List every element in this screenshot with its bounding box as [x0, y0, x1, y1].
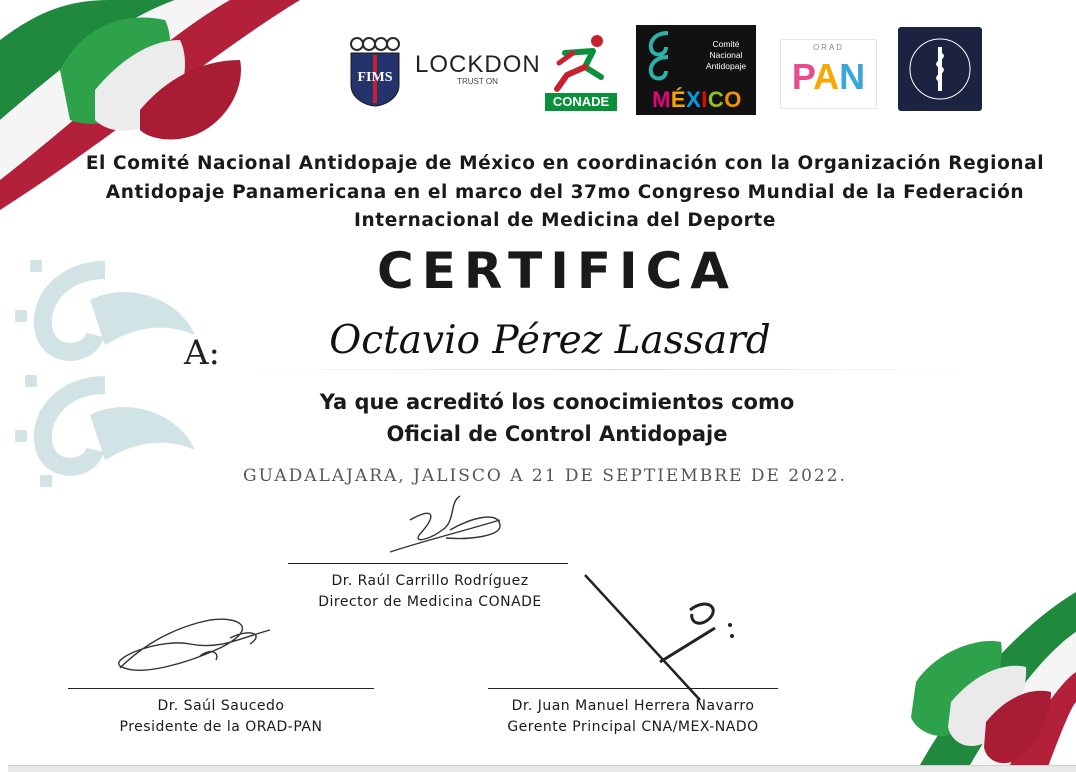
conade-logo [545, 33, 617, 111]
intro-line-1: El Comité Nacional Antidopaje de México en coordinación con la Organización Regional [85, 153, 1045, 174]
fmmd-logo [898, 27, 982, 111]
cna-line3: Antidopaje [705, 61, 747, 71]
signature-2-line [68, 688, 374, 689]
fims-emblem-icon [345, 35, 405, 107]
lockdon-logo [415, 51, 540, 89]
body-line-1: Ya que acreditó los conocimientos como [319, 390, 795, 414]
pan-letter: P [791, 56, 814, 97]
intro-line-3: Internacional de Medicina del Deporte [354, 210, 776, 231]
fims-logo [345, 35, 405, 107]
signatory-3 [458, 696, 808, 738]
signatory-2-role: Presidente de la ORAD-PAN [119, 719, 323, 735]
cna-logo [636, 25, 756, 115]
signatory-1-name: Dr. Raúl Carrillo Rodríguez [331, 573, 529, 589]
orad-label: ORAD [812, 43, 845, 52]
orad-pan-logo [780, 39, 877, 109]
cna-line1: Comité [712, 39, 740, 49]
svg-text:FIMS: FIMS [357, 70, 393, 85]
signatory-1-role: Director de Medicina CONADE [318, 594, 542, 610]
lockdon-tagline: TRUST ON [457, 77, 498, 86]
name-underline [240, 369, 980, 370]
cna-country [642, 87, 752, 113]
recipient-name: Octavio Pérez Lassard [329, 318, 771, 363]
conade-label: CONADE [545, 93, 617, 111]
recipient-label: A: [184, 333, 221, 373]
intro-paragraph [60, 150, 1070, 236]
body-paragraph [200, 386, 914, 450]
signatory-1 [255, 571, 605, 613]
cna-swirl-icon [640, 27, 696, 87]
cna-line2: Nacional [709, 50, 743, 60]
lockdon-brand: LOCKDON [415, 51, 541, 78]
mex-letter: O [724, 87, 742, 112]
signature-3-image [580, 570, 750, 705]
mex-letter: X [686, 87, 702, 112]
mex-letter: M [652, 87, 671, 112]
mex-letter: É [670, 87, 687, 112]
signatory-3-name: Dr. Juan Manuel Herrera Navarro [511, 698, 755, 714]
signature-2-image [100, 608, 280, 688]
mex-letter: I [701, 87, 708, 112]
bottom-frame-edge [8, 765, 1076, 772]
signatory-2-name: Dr. Saúl Saucedo [157, 698, 285, 714]
runner-icon [545, 33, 617, 93]
signatory-2 [46, 696, 396, 738]
intro-line-2: Antidopaje Panamericana en el marco del 37mo Congreso Mundial de la Federación [105, 181, 1025, 203]
signature-1-image [350, 490, 520, 565]
pan-letter: N [839, 56, 866, 97]
logos-row [340, 25, 990, 120]
flag-ribbon-bottom-right [856, 582, 1076, 772]
caduceus-emblem-icon [898, 27, 982, 111]
mex-letter: C [707, 87, 725, 112]
place-date: GUADALAJARA, JALISCO A 21 DE SEPTIEMBRE DE 2022. [243, 466, 847, 486]
cna-text [698, 39, 754, 72]
body-line-2: Oficial de Control Antidopaje [386, 422, 728, 446]
signature-1-line [288, 563, 568, 564]
signatory-3-role: Gerente Principal CNA/MEX-NADO [507, 719, 759, 735]
signature-3-line [488, 688, 778, 689]
certificate-title: CERTIFICA [377, 242, 737, 300]
pan-letter: A [813, 56, 840, 97]
pan-label [781, 56, 876, 98]
